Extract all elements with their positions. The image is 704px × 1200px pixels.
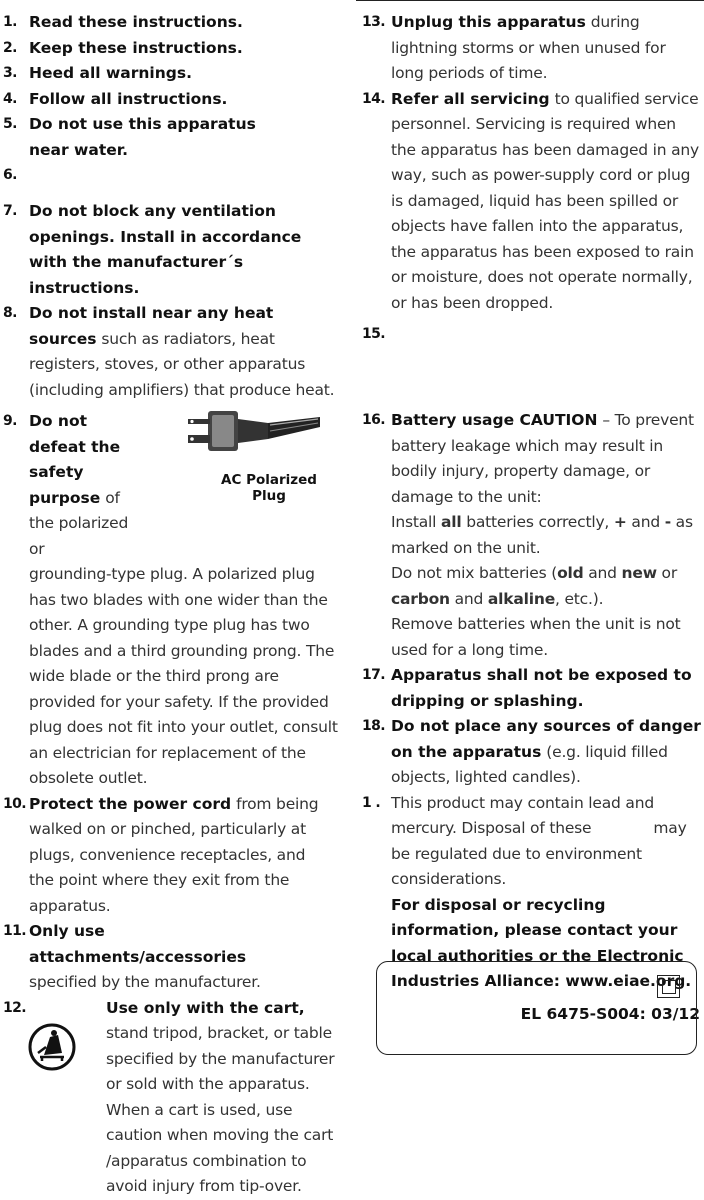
item-3 bbox=[0, 61, 348, 87]
model-code: EL 6475-S004: 03/12 bbox=[520, 1004, 700, 1023]
item-title: Only use attachments/accessories bbox=[29, 922, 247, 966]
item-body: during lightning storms or when unused for long periods of time. bbox=[391, 13, 666, 82]
item-11 bbox=[0, 919, 348, 996]
item-title: Heed all warnings. bbox=[29, 64, 192, 82]
item-9 bbox=[0, 409, 348, 792]
item-title: Refer all servicing bbox=[391, 89, 550, 108]
left-column bbox=[0, 10, 348, 1200]
item-body: specified by the manufacturer. bbox=[29, 973, 261, 991]
item-title: Keep these instructions. bbox=[29, 38, 243, 57]
item-7 bbox=[0, 199, 348, 301]
item-2 bbox=[0, 36, 348, 62]
item-body: – To prevent battery leakage which may result in bodily injury, property damage, or damage to the unit: bbox=[391, 411, 694, 506]
item-6 bbox=[0, 163, 348, 199]
item-body: from being walked on or pinched, particularly at plugs, convenience receptacles, and the point where they exit from the apparatus. bbox=[29, 794, 319, 915]
item-number: 8. bbox=[3, 305, 17, 321]
item-number: 12. bbox=[3, 999, 27, 1016]
item-9-intro bbox=[0, 409, 147, 562]
item-title: Read these instructions. bbox=[29, 13, 243, 31]
battery-line-3: Remove batteries when the unit is not used for a long time. bbox=[391, 615, 681, 659]
item-number: 4. bbox=[3, 90, 17, 107]
item-number: 13. bbox=[362, 14, 386, 30]
top-rule bbox=[356, 0, 704, 1]
item-body: This product may contain lead and mercury. Disposal of these bbox=[391, 793, 654, 837]
label-box bbox=[376, 961, 697, 1055]
item-number: 18. bbox=[362, 718, 386, 734]
right-column bbox=[362, 10, 702, 1023]
battery-line-1: Install all batteries correctly, + and - as marked on the unit. bbox=[391, 513, 693, 557]
item-number: 3. bbox=[3, 65, 17, 81]
item-18 bbox=[362, 714, 702, 791]
item-4 bbox=[0, 87, 348, 113]
item-number: 2. bbox=[3, 39, 17, 56]
item-title: Protect the power cord bbox=[29, 794, 232, 813]
item-12-text bbox=[0, 996, 348, 1200]
item-10 bbox=[0, 792, 348, 920]
item-16 bbox=[362, 408, 702, 663]
item-title: Do not place any sources of danger on the apparatus bbox=[391, 717, 701, 761]
item-body: grounding-type plug. A polarized plug has two blades with one wider than the other. A grounding type plug has two blades and a third grounding prong. The wide blade or the third prong are provided for your safety. If the provided plug does not fit into your outlet, consult an electrician for replacement of the obsolete outlet. bbox=[29, 565, 338, 787]
item-14 bbox=[362, 87, 702, 317]
item-title: Unplug this apparatus bbox=[391, 13, 586, 31]
item-number: 16. bbox=[362, 412, 386, 428]
item-13 bbox=[362, 10, 702, 87]
item-number: 7. bbox=[3, 203, 17, 219]
item-5 bbox=[0, 112, 299, 163]
item-body: of the polarized or bbox=[29, 488, 129, 558]
item-8 bbox=[0, 301, 348, 403]
item-body: (e.g. liquid filled objects, lighted candles). bbox=[391, 742, 668, 786]
item-number: 15. bbox=[362, 326, 386, 342]
item-number: 11. bbox=[3, 923, 27, 939]
item-title: Battery usage CAUTION bbox=[391, 411, 598, 429]
item-number: 1 . bbox=[362, 794, 381, 811]
item-12 bbox=[0, 996, 348, 1200]
item-body: to qualified service personnel. Servicing is required when the apparatus has been damaged in any way, such as power-supply cord or plug is damaged, liquid has been spilled or objects have fallen into the apparatus, the apparatus has been exposed to rain or moisture, does not operate normally, or has been dropped. bbox=[391, 89, 700, 312]
item-title: For disposal or recycling information, please contact your local authorities or the Electronic Industries Alliance: www.eiae.org. bbox=[391, 895, 692, 990]
item-17 bbox=[362, 663, 702, 714]
item-title: Follow all instructions. bbox=[29, 89, 228, 108]
battery-line-2: Do not mix batteries (old and new or carbon and alkaline, etc.). bbox=[391, 564, 678, 608]
item-15 bbox=[362, 322, 702, 408]
item-title: Apparatus shall not be exposed to dripping or splashing. bbox=[391, 666, 692, 710]
item-number: 1. bbox=[3, 14, 17, 30]
item-number: 10. bbox=[3, 795, 27, 812]
item-title: Do not install near any heat sources bbox=[29, 304, 274, 348]
item-title: Do not use this apparatus near water. bbox=[29, 115, 256, 159]
item-body: may be regulated due to environment considerations. bbox=[391, 819, 687, 888]
plug-caption: AC Polarized Plug bbox=[221, 472, 317, 504]
item-body: such as radiators, heat registers, stoves, or other apparatus (including amplifiers) that produce heat. bbox=[29, 329, 335, 399]
double-insulation-icon bbox=[657, 975, 680, 998]
item-title: Do not block any ventilation openings. Install in accordance with the manufacturer´s instructions. bbox=[29, 202, 302, 297]
item-number: 5. bbox=[3, 116, 17, 132]
item-9-body bbox=[0, 562, 348, 792]
item-number: 9. bbox=[3, 413, 17, 429]
item-number: 17. bbox=[362, 667, 386, 683]
item-title: Do not defeat the safety purpose bbox=[29, 412, 121, 507]
item-1 bbox=[0, 10, 348, 36]
item-title: Use only with the cart, bbox=[106, 998, 305, 1017]
item-body: stand tripod, bracket, or table specified by the manufacturer or sold with the apparatus. When a cart is used, use caution when moving the cart /apparatus combination to avoid injury from tip-over. bbox=[106, 1024, 335, 1195]
item-number: 6. bbox=[3, 167, 17, 183]
item-number: 14. bbox=[362, 90, 386, 107]
